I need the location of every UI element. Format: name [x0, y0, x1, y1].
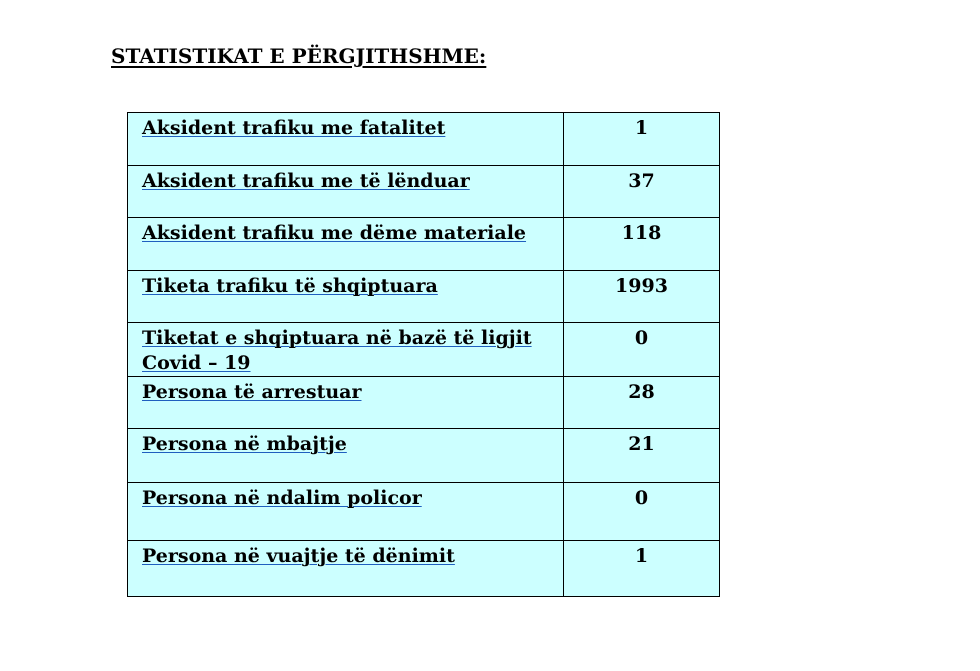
row-value-material-damage-accidents: 118 — [621, 222, 662, 244]
row-label-cell — [128, 429, 564, 483]
row-value-cell — [564, 166, 720, 218]
statistics-table — [127, 112, 720, 597]
row-label-cell — [128, 113, 564, 166]
row-label-material-damage-accidents: Aksident trafiku me dëme materiale — [142, 222, 527, 244]
row-value-police-detention: 0 — [634, 487, 649, 509]
row-label-traffic-tickets: Tiketa trafiku të shqiptuara — [142, 275, 438, 297]
table-row — [128, 483, 720, 541]
row-value-arrested-persons: 28 — [628, 381, 655, 403]
row-value-covid-tickets: 0 — [634, 327, 649, 349]
row-label-covid-tickets: Tiketat e shqiptuara në bazë të ligjit Covid – 19 — [142, 327, 532, 374]
row-label-persons-in-custody: Persona në mbajtje — [142, 433, 347, 455]
row-value-injury-accidents: 37 — [628, 170, 655, 192]
row-label-cell — [128, 541, 564, 597]
row-label-arrested-persons: Persona të arrestuar — [142, 381, 362, 403]
table-row — [128, 113, 720, 166]
row-value-cell — [564, 377, 720, 429]
row-value-cell — [564, 323, 720, 377]
row-label-serving-sentence: Persona në vuajtje të dënimit — [142, 545, 455, 567]
table-row — [128, 377, 720, 429]
row-value-persons-in-custody: 21 — [628, 433, 655, 455]
row-value-cell — [564, 541, 720, 597]
row-value-fatal-accidents: 1 — [634, 117, 649, 139]
row-value-cell — [564, 218, 720, 271]
table-row — [128, 429, 720, 483]
row-label-cell — [128, 483, 564, 541]
table-row — [128, 541, 720, 597]
row-value-serving-sentence: 1 — [634, 545, 649, 567]
row-value-cell — [564, 483, 720, 541]
table-row — [128, 271, 720, 323]
row-label-cell — [128, 218, 564, 271]
row-label-cell — [128, 323, 564, 377]
page-heading: STATISTIKAT E PËRGJITHSHME: — [111, 44, 487, 68]
row-label-cell — [128, 271, 564, 323]
table-row — [128, 323, 720, 377]
table-row — [128, 166, 720, 218]
row-value-traffic-tickets: 1993 — [615, 275, 668, 297]
row-label-injury-accidents: Aksident trafiku me të lënduar — [142, 170, 470, 192]
row-label-cell — [128, 166, 564, 218]
row-value-cell — [564, 271, 720, 323]
row-label-cell — [128, 377, 564, 429]
table-row — [128, 218, 720, 271]
row-value-cell — [564, 429, 720, 483]
row-label-police-detention: Persona në ndalim policor — [142, 487, 422, 509]
row-value-cell — [564, 113, 720, 166]
row-label-fatal-accidents: Aksident trafiku me fatalitet — [142, 117, 446, 139]
